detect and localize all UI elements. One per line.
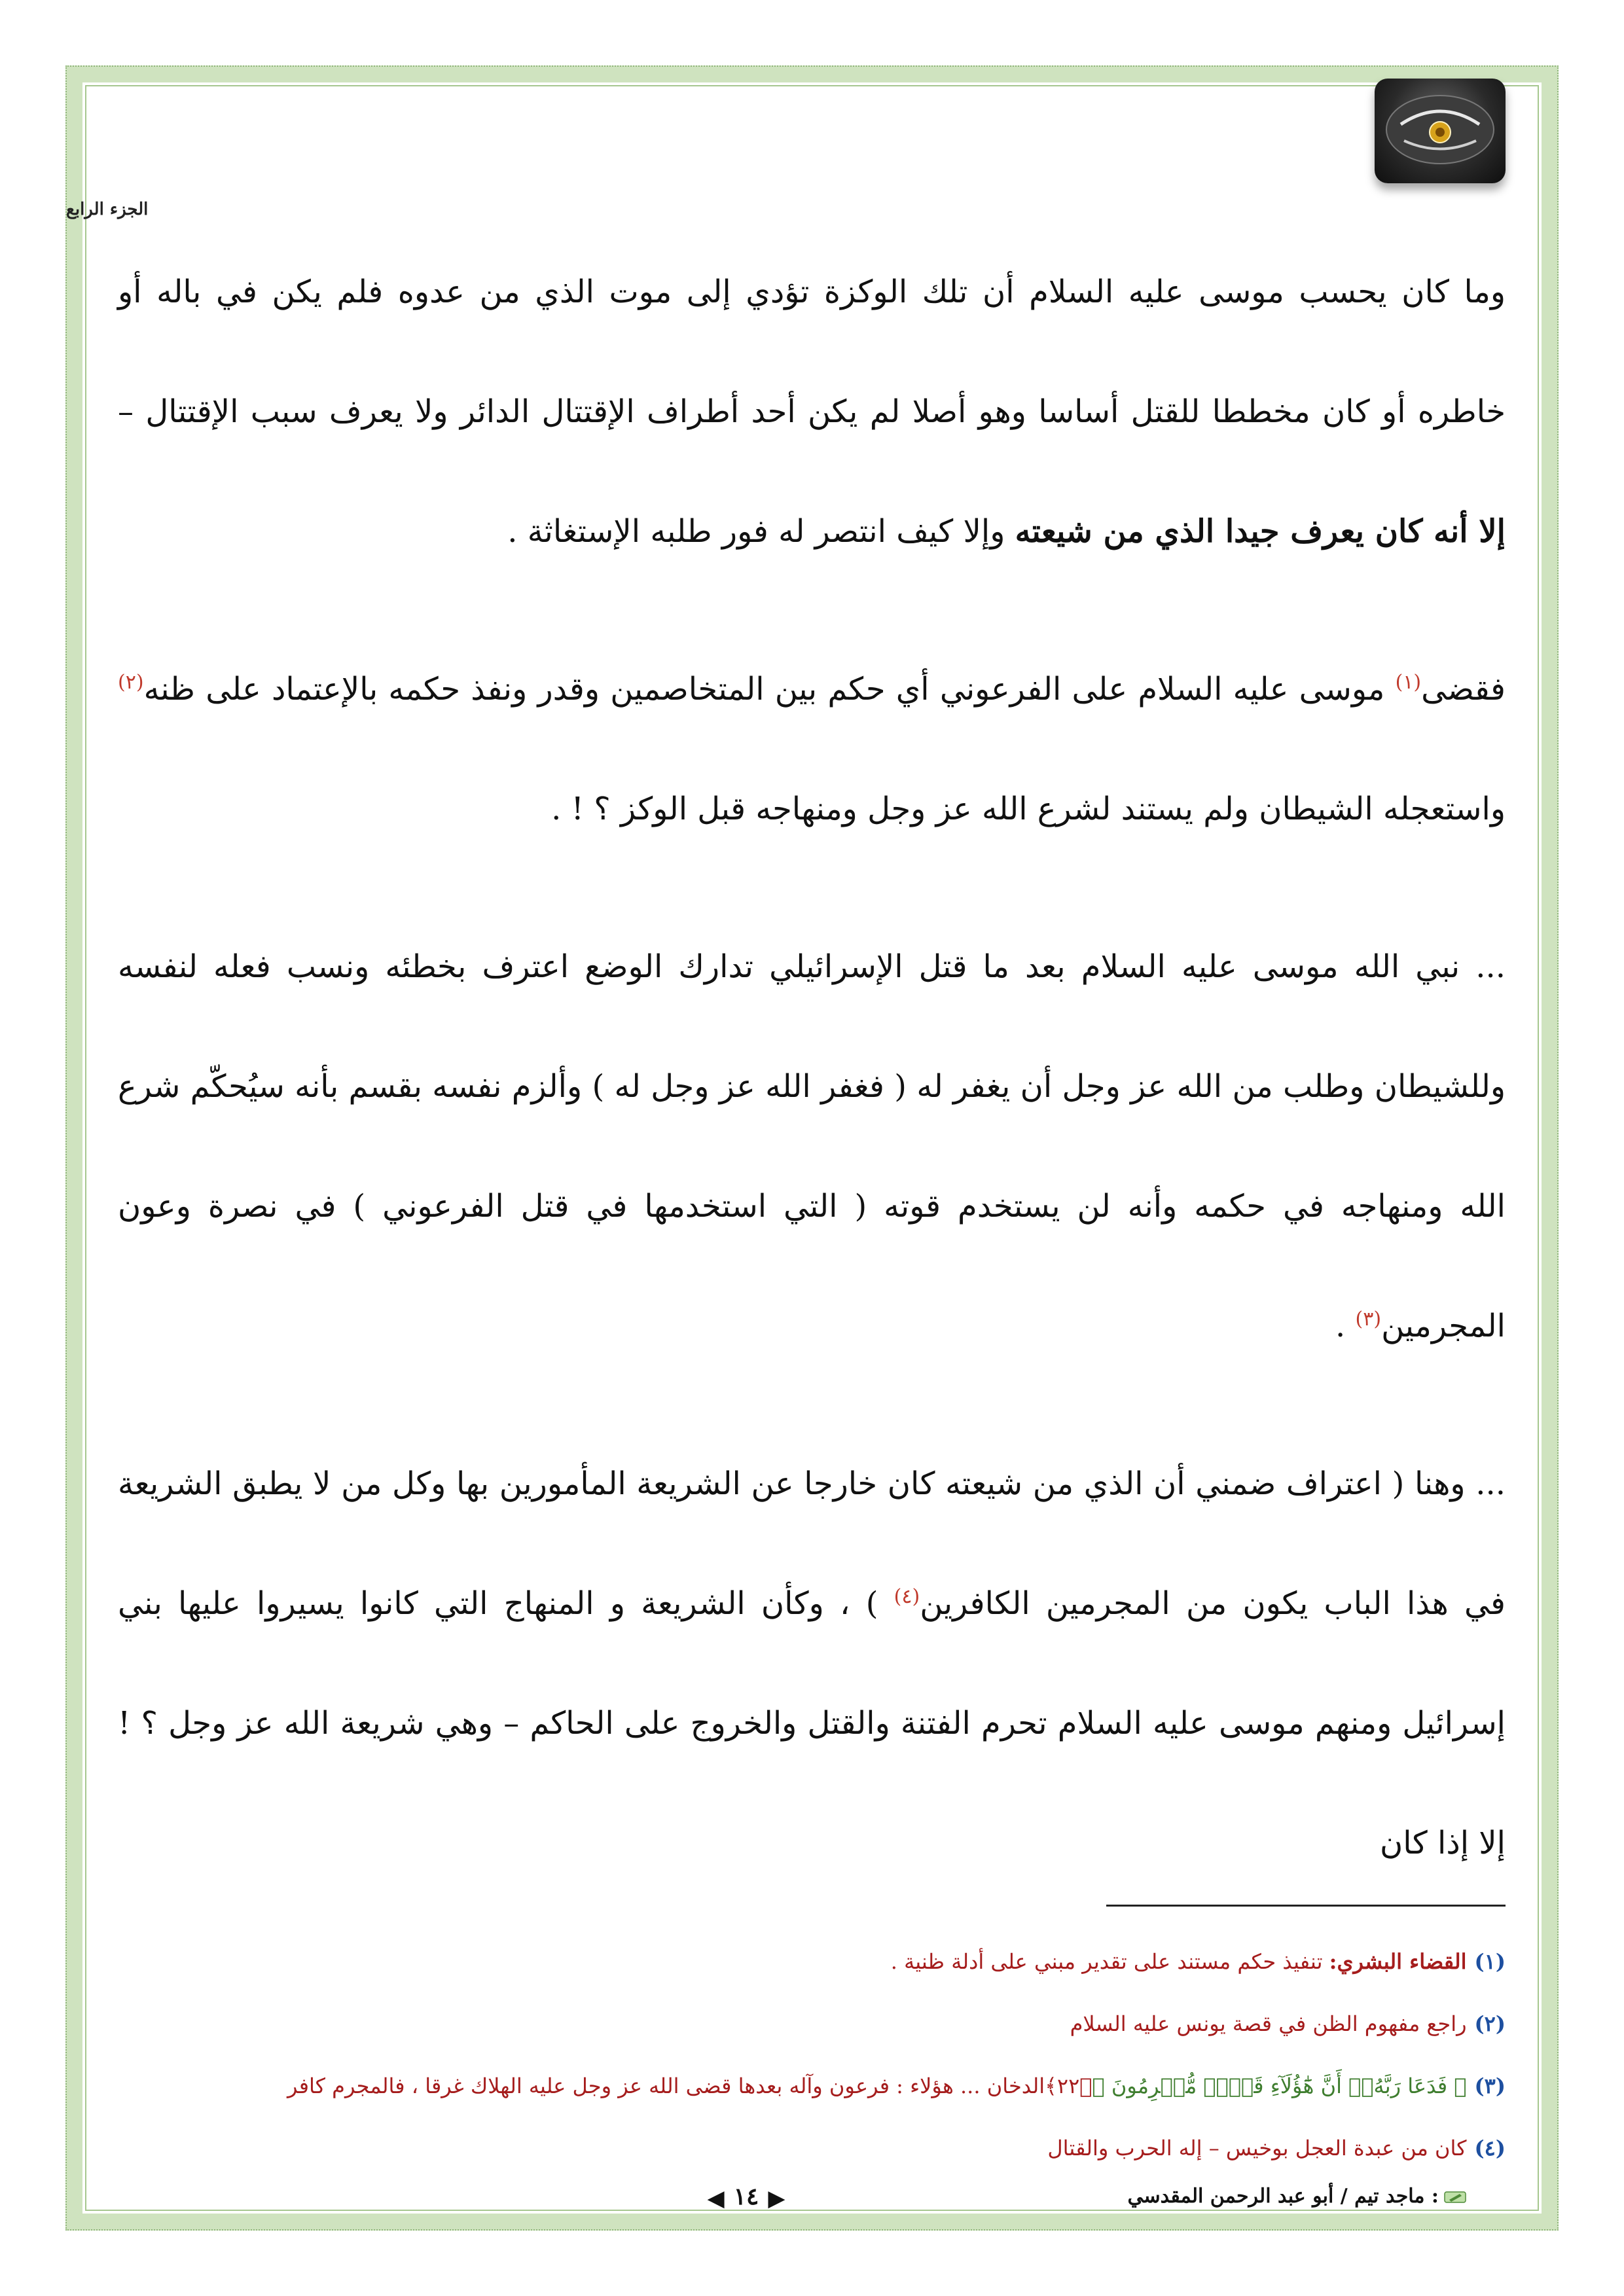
paragraph-2: فقضى$^{(١)}$ موسى عليه السلام على الفرعوني أي حكم بين المتخاصمين وقدر ونفذ حكمه بالإعتماد على ظنه$^{(٢)}$ واستعجله الشيطان ولم يستند لشرع الله عز وجل ومنهاجه قبل الوكز ؟ ! . [118, 671, 1506, 827]
footnote-4: (٤)كان من عبدة العجل بوخيس – إله الحرب والقتال [1047, 2136, 1506, 2161]
footnote-3: (٣)﴿ فَدَعَا رَبَّهُۥٓ أَنَّ هَٰٓؤُلَآءِ قَوۡمٞ مُّجۡرِمُونَ ﴾﴿٢٢﴾الدخان ... هؤلاء : فرعون وآله بعدها قضى الله عز وجل عليه الهلاك غرقا ، فالمجرم كافر [287, 2073, 1506, 2098]
footnote-ref-4[interactable]: (٤) [893, 1585, 920, 1608]
part-label: الجزء الرابع [66, 200, 149, 219]
site-logo [1375, 79, 1506, 183]
footnote-1: (١)القضاء البشري: تنفيذ حكم مستند على تقدير مبني على أدلة ظنية . [890, 1949, 1506, 1974]
paragraph-3: ... نبي الله موسى عليه السلام بعد ما قتل الإسرائيلي تدارك الوضع اعترف بخطئه ونسب فعله لنفسه وللشيطان وطلب من الله عز وجل أن يغفر له ( فغفر الله عز وجل له ) وألزم نفسه بقسم بأنه سيُحكّم شرع الله ومنهاجه في حكمه وأنه لن يستخدم قوته ( التي استخدمها في قتل الفرعوني ) في نصرة وعون المجرمين$^{(٣)}$ . [118, 948, 1506, 1344]
author-credit: : ماجد تيم / أبو عبد الرحمن المقدسي [1165, 2185, 1466, 2208]
footnote-ref-2[interactable]: (٢) [118, 671, 144, 694]
paragraph-4: ... وهنا ( اعتراف ضمني أن الذي من شيعته كان خارجا عن الشريعة المأمورين بها وكل من لا يطبق الشريعة في هذا الباب يكون من المجرمين الكافرين$^{(٤)}$ ) ، وكأن الشريعة و المنهاج التي كانوا يسيروا عليها بني إسرائيل ومنهم موسى عليه السلام تحرم الفتنة والقتل والخروج على الحاكم – وهي شريعة الله عز وجل ؟ ! إلا إذا كان [118, 1465, 1506, 1861]
page-number: ▶١٤◀ [707, 2183, 785, 2212]
footnote-2: (٢)راجع مفهوم الظن في قصة يونس عليه السلام [1070, 2011, 1506, 2036]
footnote-separator [1106, 1905, 1506, 1907]
paragraph-1: وما كان يحسب موسى عليه السلام أن تلك الوكزة تؤدي إلى موت الذي من عدوه فلم يكن في باله أو خاطره أو كان مخططا للقتل أساسا وهو أصلا لم يكن أحد أطراف الإقتتال الدائر ولا يعرف سبب الإقتتال – إلا أنه كان يعرف جيدا الذي من شيعته وإلا كيف انتصر له فور طلبه الإستغاثة . [118, 274, 1506, 550]
left-arrow-icon: ◀ [707, 2185, 725, 2212]
footnote-ref-1[interactable]: (١) [1395, 671, 1422, 694]
footnote-ref-3[interactable]: (٣) [1355, 1308, 1382, 1331]
right-arrow-icon: ▶ [768, 2185, 785, 2212]
pen-icon [1444, 2190, 1466, 2204]
main-text [118, 232, 1506, 1941]
